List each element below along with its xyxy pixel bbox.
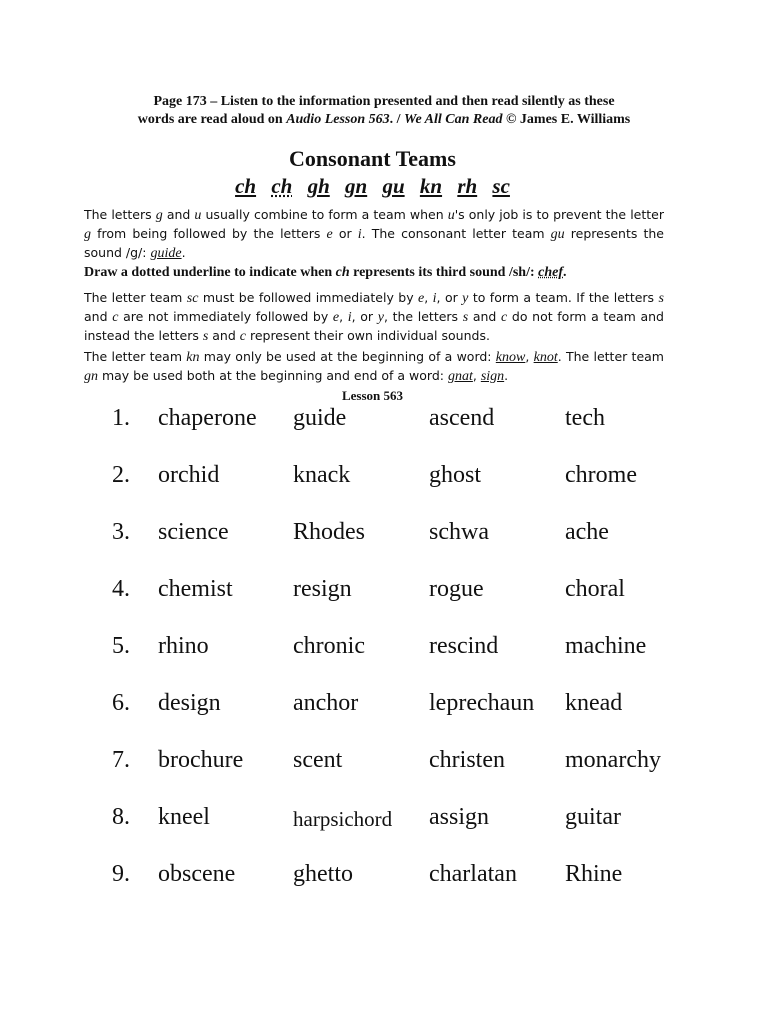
list-item (0, 519, 768, 559)
row-number: 3. (112, 519, 130, 545)
header-text: words are read aloud on (137, 112, 287, 127)
list-item (0, 690, 768, 730)
team-gu: gu (382, 174, 405, 198)
word: tech (565, 405, 605, 431)
word: chronic (293, 633, 365, 659)
header-line-2 (70, 111, 698, 129)
instruction-line: Draw a dotted underline to indicate when ch represents its third sound /sh/: chef. (84, 265, 567, 280)
team-ch-dotted: ch (271, 174, 293, 198)
word: orchid (158, 462, 220, 488)
team-kn: kn (419, 174, 443, 198)
copyright: © James E. Williams (502, 112, 631, 127)
word: rogue (429, 576, 484, 602)
word: rhino (158, 633, 209, 659)
word: schwa (429, 519, 489, 545)
word: anchor (293, 690, 359, 716)
header-line-1: Page 173 – Listen to the information presented and then read silently as these (153, 94, 615, 109)
book-title: We All Can Read (404, 112, 503, 127)
word: guitar (565, 804, 621, 830)
paragraph-sc: The letter team sc must be followed immediately by e, i, or y to form a team. If the letters s and c are not immediately followed by e, i, or y, the letters s and c do not form a team and instead the letters s and c represent their own individual sounds. (84, 290, 664, 344)
word: chaperone (158, 405, 257, 431)
word: ascend (429, 405, 495, 431)
word: machine (565, 633, 647, 659)
list-item (0, 747, 768, 787)
row-number: 4. (112, 576, 130, 602)
list-item (0, 462, 768, 502)
word: choral (565, 576, 625, 602)
row-number: 5. (112, 633, 130, 659)
page-header (70, 93, 698, 129)
word: knead (565, 690, 623, 716)
word: christen (429, 747, 505, 773)
word: brochure (158, 747, 244, 773)
page-title: Consonant Teams (289, 146, 456, 171)
audio-lesson-ref: Audio Lesson 563 (286, 112, 390, 127)
list-item (0, 633, 768, 673)
word: scent (293, 747, 343, 773)
list-item (0, 804, 768, 844)
row-number: 9. (112, 861, 130, 887)
word: guide (293, 405, 347, 431)
list-item (0, 405, 768, 445)
paragraph-gu: The letters g and u usually combine to form a team when u's only job is to prevent the letter g from being followed by the letters e or i. The consonant letter team gu represents the sound /g/: guide. (84, 207, 664, 261)
word: ghost (429, 462, 482, 488)
consonant-teams-row (0, 174, 745, 199)
word: leprechaun (429, 690, 535, 716)
row-number: 8. (112, 804, 130, 830)
team-gn: gn (345, 174, 368, 198)
header-text: . / (389, 112, 405, 127)
word: resign (293, 576, 352, 602)
word: charlatan (429, 861, 517, 887)
word: Rhine (565, 861, 623, 887)
word: obscene (158, 861, 236, 887)
word: assign (429, 804, 489, 830)
word: chemist (158, 576, 233, 602)
word: rescind (429, 633, 499, 659)
word: science (158, 519, 229, 545)
row-number: 6. (112, 690, 130, 716)
row-number: 7. (112, 747, 130, 773)
word: harpsichord (293, 807, 393, 831)
word: chrome (565, 462, 637, 488)
word: ghetto (293, 861, 353, 887)
list-item (0, 576, 768, 616)
lesson-label: Lesson 563 (341, 388, 404, 403)
word: kneel (158, 804, 210, 830)
word: ache (565, 519, 609, 545)
list-item (0, 861, 768, 901)
word: Rhodes (293, 519, 365, 545)
team-rh: rh (457, 174, 478, 198)
row-number: 1. (112, 405, 130, 431)
word: design (158, 690, 221, 716)
word: knack (293, 462, 351, 488)
team-ch: ch (235, 174, 257, 198)
row-number: 2. (112, 462, 130, 488)
paragraph-kn-gn: The letter team kn may only be used at the beginning of a word: know, knot. The letter team gn may be used both at the beginning and end of a word: gnat, sign. (84, 349, 664, 384)
team-sc: sc (492, 174, 510, 198)
team-gh: gh (307, 174, 330, 198)
word: monarchy (565, 747, 661, 773)
